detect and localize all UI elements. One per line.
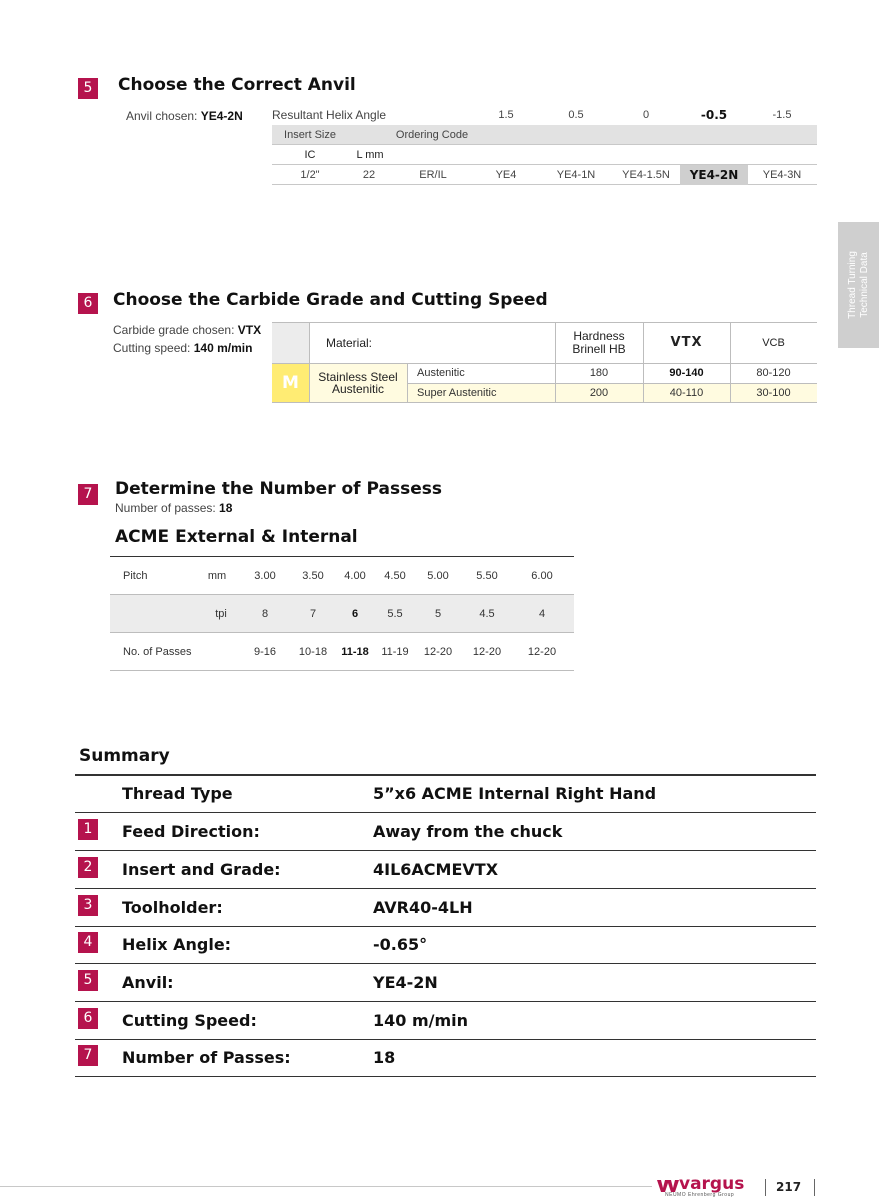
tpi-value: 7: [309, 608, 317, 620]
grid-line: [309, 322, 310, 403]
vargus-logo-icon: [657, 1180, 679, 1192]
page-number: 217: [776, 1180, 802, 1194]
anvil-header-row: [272, 125, 817, 145]
hardness-value: 200: [589, 387, 609, 399]
anvil-table: [272, 105, 817, 185]
summary-row-thread-type: [75, 775, 816, 813]
footer-divider: [765, 1179, 766, 1196]
cutting-speed-value: 140 m/min: [193, 341, 253, 355]
insert-size-header: Insert Size: [284, 129, 336, 141]
summary-label: Cutting Speed:: [122, 1011, 257, 1030]
step-7-title: Determine the Number of Passess: [115, 479, 442, 499]
anvil-code-selected: YE4-2N: [680, 165, 748, 185]
tpi-value: 5.5: [387, 608, 403, 620]
summary-row-helix-angle: [75, 926, 816, 964]
summary-row-feed-direction: [75, 813, 816, 851]
l-value: 22: [362, 169, 376, 181]
mm-value: 6.00: [531, 570, 553, 582]
helix-value: -1.5: [772, 109, 792, 121]
anvil-chosen-value: YE4-2N: [200, 109, 243, 123]
tpi-value: 4: [538, 608, 546, 620]
hardness-value: 180: [589, 367, 609, 379]
no-of-passes-row: [110, 633, 574, 671]
grade-chosen-value: VTX: [237, 323, 262, 337]
header-blank-cell: [272, 322, 309, 363]
tpi-value: 5: [434, 608, 442, 620]
step-6-title: Choose the Carbide Grade and Cutting Speed: [113, 290, 548, 310]
summary-value: 140 m/min: [373, 1011, 469, 1030]
helix-angle-row: [272, 105, 817, 125]
anvil-code: YE4: [495, 169, 517, 181]
pitch-mm-row: [110, 557, 574, 595]
side-tab-line-1: Thread Turning: [846, 251, 858, 319]
anvil-code: YE4-1N: [556, 169, 596, 181]
brand-subtitle: NEUMO Ehrenberg Group: [665, 1192, 735, 1198]
grid-line: [272, 322, 817, 323]
summary-badge: 4: [78, 932, 98, 953]
passes-value: 12-20: [472, 646, 502, 658]
mm-value: 5.00: [427, 570, 449, 582]
step-5-badge: 5: [78, 78, 98, 99]
summary-value: 4IL6ACMEVTX: [373, 860, 499, 879]
passes-chosen-text: [115, 501, 232, 515]
tpi-label: tpi: [215, 608, 227, 620]
ic-value: 1/2": [300, 169, 320, 181]
summary-value: Away from the chuck: [373, 822, 563, 841]
l-mm-header: L mm: [356, 149, 384, 161]
brand-name: vargus: [679, 1174, 745, 1194]
helix-value: 0.5: [568, 109, 584, 121]
mm-label: mm: [207, 570, 227, 582]
summary-label: Number of Passes:: [122, 1048, 291, 1067]
summary-badge: 6: [78, 1008, 98, 1029]
step-5-title: Choose the Correct Anvil: [118, 75, 356, 95]
summary-value: -0.65°: [373, 935, 428, 954]
summary-badge: 7: [78, 1045, 98, 1066]
mm-value: 3.50: [302, 570, 324, 582]
vtx-header: VTX: [670, 335, 703, 350]
passes-value: 12-20: [527, 646, 557, 658]
carbide-grade-table: [272, 322, 817, 403]
mm-value: 4.50: [384, 570, 406, 582]
side-section-tab: [838, 222, 879, 348]
footer-divider: [814, 1179, 815, 1196]
material-name-line-1: Stainless Steel: [318, 370, 398, 384]
helix-value: 1.5: [498, 109, 514, 121]
anvil-code: YE4-1.5N: [622, 169, 670, 181]
vcb-header: VCB: [762, 336, 785, 349]
pitch-label: Pitch: [123, 570, 148, 582]
grid-line: [272, 363, 817, 364]
passes-value: 10-18: [298, 646, 328, 658]
summary-value: 18: [373, 1048, 396, 1067]
passes-chosen-value: 18: [219, 501, 233, 515]
summary-label: Toolholder:: [122, 898, 223, 917]
vcb-speed: 80-120: [756, 367, 791, 379]
cutting-speed-text: [113, 341, 252, 355]
material-name-line-2: Austenitic: [331, 382, 385, 396]
summary-row-anvil: [75, 964, 816, 1002]
passes-value-selected: 11-18: [341, 646, 369, 658]
summary-row-cutting-speed: [75, 1002, 816, 1040]
grid-line: [407, 363, 408, 403]
side-tab-text: [847, 225, 871, 345]
step-7-badge: 7: [78, 484, 98, 505]
anvil-subheader-row: [272, 145, 817, 165]
grade-chosen-label: Carbide grade chosen:: [113, 323, 238, 337]
vargus-logo: [657, 1176, 761, 1198]
grid-line: [555, 322, 556, 403]
hardness-header-line-2: Brinell HB: [572, 341, 626, 356]
ic-header: IC: [304, 149, 316, 161]
summary-badge: 5: [78, 970, 98, 991]
side-tab-line-2: Technical Data: [858, 252, 870, 318]
ordering-code-header: Ordering Code: [395, 129, 469, 141]
anvil-data-row: [272, 165, 817, 185]
grid-line: [407, 383, 817, 384]
hardness-header-line-1: Hardness: [573, 328, 625, 343]
passes-value: 11-19: [381, 646, 409, 658]
vtx-speed-selected: 90-140: [669, 367, 704, 379]
anvil-chosen-label: Anvil chosen:: [126, 109, 201, 123]
vcb-speed: 30-100: [756, 387, 791, 399]
tpi-value: 4.5: [479, 608, 495, 620]
passes-value: 9-16: [253, 646, 277, 658]
footer-rule: [0, 1186, 652, 1187]
material-header: Material:: [326, 335, 373, 350]
summary-title: Summary: [79, 746, 170, 766]
hardness-header: [555, 322, 643, 363]
anvil-code: YE4-3N: [762, 169, 802, 181]
summary-label: Thread Type: [122, 784, 233, 803]
summary-value: YE4-2N: [373, 973, 438, 992]
tpi-row: [110, 595, 574, 633]
grid-line: [643, 322, 644, 403]
summary-badge: 3: [78, 895, 98, 916]
summary-row-passes: [75, 1039, 816, 1077]
vtx-speed: 40-110: [669, 387, 704, 399]
material-group-m: M: [272, 363, 309, 403]
passes-table: [110, 556, 574, 671]
helix-value-selected: -0.5: [700, 108, 728, 122]
helix-angle-label: Resultant Helix Angle: [272, 108, 387, 122]
material-name-cell: [309, 363, 407, 403]
tpi-value: 8: [261, 608, 269, 620]
type-value: ER/IL: [419, 169, 447, 181]
summary-row-toolholder: [75, 889, 816, 927]
sub-material-austenitic: Austenitic: [417, 367, 465, 379]
passes-value: 12-20: [423, 646, 453, 658]
mm-value: 4.00: [344, 570, 366, 582]
summary-value: 5”x6 ACME Internal Right Hand: [373, 784, 657, 803]
mm-value: 5.50: [476, 570, 498, 582]
step-6-badge: 6: [78, 293, 98, 314]
grid-line: [272, 402, 817, 403]
summary-label: Insert and Grade:: [122, 860, 281, 879]
cutting-speed-label: Cutting speed:: [113, 341, 194, 355]
summary-label: Anvil:: [122, 973, 174, 992]
mm-value: 3.00: [254, 570, 276, 582]
acme-table-title: ACME External & Internal: [115, 527, 358, 547]
summary-value: AVR40-4LH: [373, 898, 473, 917]
summary-row-insert-grade: [75, 851, 816, 889]
tpi-value-selected: 6: [351, 608, 359, 620]
sub-material-super-austenitic: Super Austenitic: [417, 387, 497, 399]
helix-value: 0: [642, 109, 650, 121]
summary-badge: 2: [78, 857, 98, 878]
summary-label: Helix Angle:: [122, 935, 232, 954]
grade-chosen-text: [113, 323, 261, 337]
grid-line: [730, 322, 731, 403]
anvil-chosen-text: [126, 109, 243, 123]
summary-label: Feed Direction:: [122, 822, 260, 841]
summary-badge: 1: [78, 819, 98, 840]
no-of-passes-label: No. of Passes: [123, 646, 192, 658]
passes-chosen-label: Number of passes:: [115, 501, 220, 515]
